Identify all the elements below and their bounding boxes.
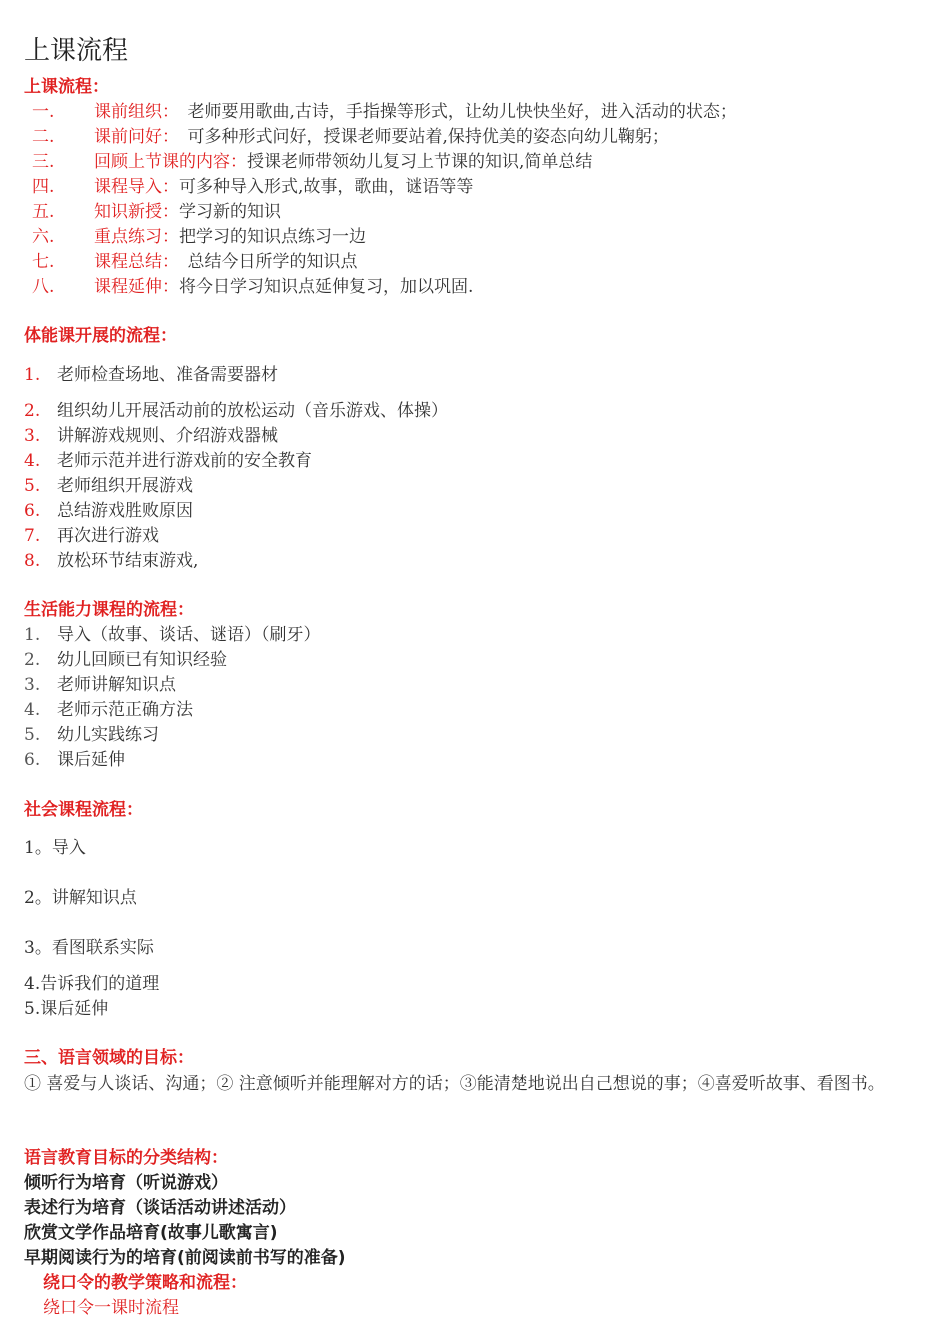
- section-heading-social-flow: 社会课程流程：: [24, 800, 143, 820]
- item-number: 二.: [32, 127, 55, 147]
- item-label: 课程导入：: [94, 177, 179, 197]
- list-item: 4.告诉我们的道理: [24, 974, 160, 994]
- item-number: 七.: [32, 252, 55, 272]
- item-text: 可多种导入形式,故事，歌曲，谜语等等: [179, 177, 474, 197]
- list-item: [24, 500, 193, 522]
- list-item: [24, 699, 193, 721]
- item-text: 导入（故事、谈话、谜语）（刷牙）: [57, 625, 321, 645]
- item-number: 五.: [32, 202, 55, 222]
- list-item: [24, 525, 159, 547]
- page-title: 上课流程: [24, 36, 129, 66]
- item-number: 2.: [24, 401, 41, 421]
- item-number: 2.: [24, 650, 41, 670]
- list-item: [24, 226, 366, 248]
- list-item: [24, 101, 737, 123]
- list-item: [24, 475, 193, 497]
- list-item: 5.课后延伸: [24, 999, 109, 1019]
- item-text: 学习新的知识: [179, 202, 281, 222]
- item-text: 老师示范并进行游戏前的安全教育: [57, 451, 312, 471]
- item-text: 再次进行游戏: [57, 526, 159, 546]
- tongue-twister-text: 绕口令一课时流程: [43, 1298, 179, 1318]
- item-text: 老师示范正确方法: [57, 700, 193, 720]
- item-text: 总结游戏胜败原因: [57, 501, 193, 521]
- item-text: 放松环节结束游戏,: [57, 551, 199, 571]
- item-text: 授课老师带领幼儿复习上节课的知识,简单总结: [247, 152, 593, 172]
- list-item: 2。讲解知识点: [24, 888, 137, 908]
- list-item: [24, 749, 125, 771]
- item-number: 5.: [24, 725, 41, 745]
- item-number: 六.: [32, 227, 55, 247]
- language-goals-text: ① 喜爱与人谈话、沟通；② 注意倾听并能理解对方的话；③能清楚地说出自己想说的事；④喜爱听故事、看图书。: [24, 1074, 885, 1094]
- item-label: 回顾上节课的内容：: [94, 152, 247, 172]
- item-text: 老师讲解知识点: [57, 675, 176, 695]
- item-text: 幼儿实践练习: [57, 725, 159, 745]
- item-number: 三.: [32, 152, 55, 172]
- item-number: 6.: [24, 501, 41, 521]
- item-number: 1.: [24, 365, 41, 385]
- item-number: 8.: [24, 551, 41, 571]
- item-number: 6.: [24, 750, 41, 770]
- item-text: 老师组织开展游戏: [57, 476, 193, 496]
- section-heading-tongue-twister: 绕口令的教学策略和流程：: [43, 1273, 247, 1293]
- item-number: 一.: [32, 102, 55, 122]
- list-item: 欣赏文学作品培育(故事儿歌寓言): [24, 1223, 278, 1243]
- list-item: [24, 151, 592, 173]
- list-item: [24, 674, 176, 696]
- item-text: 可多种形式问好，授课老师要站着,保持优美的姿态向幼儿鞠躬；: [170, 127, 669, 147]
- item-text: 老师要用歌曲,古诗，手指操等形式，让幼儿快快坐好，进入活动的状态；: [170, 102, 737, 122]
- list-item: [24, 450, 312, 472]
- section-heading-goal-structure: 语言教育目标的分类结构：: [24, 1148, 228, 1168]
- list-item: 表述行为培育（谈话活动讲述活动）: [24, 1198, 296, 1218]
- item-label: 课前问好：: [94, 127, 171, 147]
- list-item: [24, 550, 198, 572]
- item-number: 3.: [24, 675, 41, 695]
- item-text: 老师检查场地、准备需要器材: [57, 365, 278, 385]
- list-item: 3。看图联系实际: [24, 938, 154, 958]
- list-item: [24, 176, 473, 198]
- list-item: 倾听行为培育（听说游戏）: [24, 1173, 228, 1193]
- list-item: 1。导入: [24, 838, 86, 858]
- section-heading-class-flow: 上课流程：: [24, 77, 109, 97]
- item-label: 课前组织：: [94, 102, 171, 122]
- item-label: 课程总结：: [94, 252, 171, 272]
- section-heading-language-goals: 三、语言领域的目标：: [24, 1048, 194, 1068]
- list-item: [24, 276, 473, 298]
- item-text: 幼儿回顾已有知识经验: [57, 650, 227, 670]
- list-item: [24, 201, 281, 223]
- section-heading-life-skills-flow: 生活能力课程的流程：: [24, 600, 194, 620]
- item-label: 课程延伸：: [94, 277, 179, 297]
- item-text: 总结今日所学的知识点: [170, 252, 358, 272]
- item-label: 知识新授：: [94, 202, 179, 222]
- item-text: 课后延伸: [57, 750, 125, 770]
- item-text: 将今日学习知识点延伸复习，加以巩固.: [179, 277, 474, 297]
- list-item: [24, 624, 321, 646]
- item-number: 1.: [24, 625, 41, 645]
- item-number: 四.: [32, 177, 55, 197]
- item-number: 4.: [24, 700, 41, 720]
- list-item: [24, 724, 159, 746]
- list-item: 早期阅读行为的培育(前阅读前书写的准备): [24, 1248, 346, 1268]
- item-text: 组织幼儿开展活动前的放松运动（音乐游戏、体操）: [57, 401, 448, 421]
- item-text: 把学习的知识点练习一边: [179, 227, 366, 247]
- section-heading-pe-flow: 体能课开展的流程：: [24, 326, 177, 346]
- item-number: 4.: [24, 451, 41, 471]
- list-item: [24, 251, 358, 273]
- item-label: 重点练习：: [94, 227, 179, 247]
- item-number: 八.: [32, 277, 55, 297]
- list-item: [24, 649, 227, 671]
- item-number: 7.: [24, 526, 41, 546]
- item-number: 5.: [24, 476, 41, 496]
- item-number: 3.: [24, 426, 41, 446]
- list-item: [24, 425, 278, 447]
- list-item: [24, 126, 669, 148]
- list-item: [24, 400, 448, 422]
- item-text: 讲解游戏规则、介绍游戏器械: [57, 426, 278, 446]
- list-item: [24, 364, 278, 386]
